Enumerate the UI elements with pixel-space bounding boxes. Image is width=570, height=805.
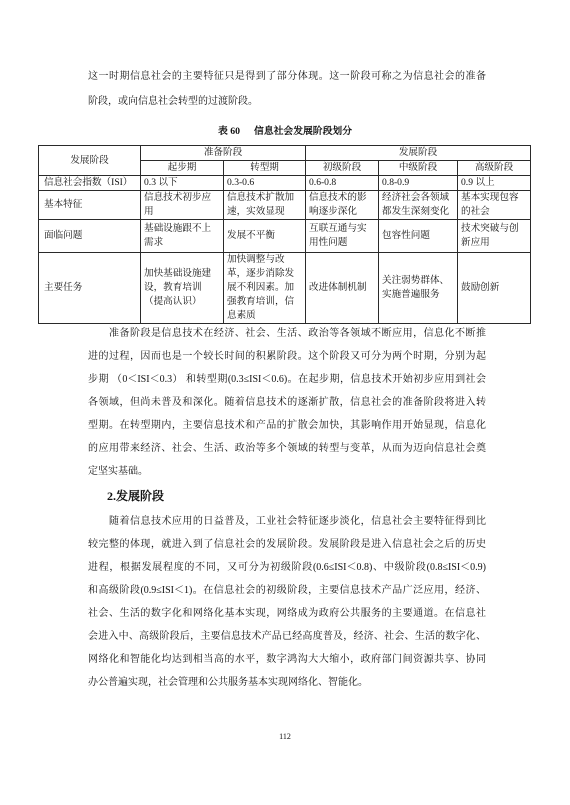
- table-cell: 改进体制机制: [306, 253, 379, 324]
- row-label-features: 基本特征: [39, 191, 141, 220]
- paragraph-line: 和高级阶段(0.9≤ISI＜1)。在信息社会的初级阶段，主要信息技术产品广泛应用，经济、: [88, 585, 486, 596]
- table-caption: [0, 124, 570, 140]
- table-cell: 0.3-0.6: [224, 176, 306, 191]
- section-heading: 2.发展阶段: [107, 489, 165, 503]
- table-number: 表 60: [217, 126, 241, 137]
- paragraph-line: 的应用带来经济、社会、生活、政治等多个领域的转型与变革，从而为迈向信息社会奠: [88, 443, 486, 454]
- intro-paragraph: [88, 64, 486, 114]
- table-row: [39, 176, 531, 191]
- table-cell: 0.9 以上: [458, 176, 531, 191]
- paragraph-line: 较完整的体现，就进入到了信息社会的发展阶段。发展阶段是进入信息社会之后的历史: [88, 539, 486, 550]
- paragraph-line: 步期 （0＜ISI＜0.3） 和转型期(0.3≤ISI＜0.6)。在起步期，信息技术开始初步应用到社会: [88, 374, 486, 385]
- group-header-development: 发展阶段: [306, 146, 531, 161]
- table-cell: 基本实现包容的社会: [458, 191, 531, 220]
- corner-header: 发展阶段: [39, 146, 141, 176]
- table-cell: 经济社会各领域都发生深刻变化: [379, 191, 458, 220]
- table-cell: 发展不平衡: [224, 220, 306, 253]
- table-row: [39, 253, 531, 324]
- table-cell: 互联互通与实用性问题: [306, 220, 379, 253]
- table-cell: 加快基础设施建设，教育培训（提高认识）: [141, 253, 224, 324]
- table-cell: 0.8-0.9: [379, 176, 458, 191]
- table-cell: 包容性问题: [379, 220, 458, 253]
- column-header-intermediate: 中级阶段: [379, 161, 458, 176]
- column-header-advanced: 高级阶段: [458, 161, 531, 176]
- page-number: 112: [279, 732, 291, 741]
- table-row: [39, 191, 531, 220]
- paragraph-line: 进的过程，因而也是一个较长时间的积累阶段。这个阶段又可分为两个时期，分别为起: [88, 351, 486, 362]
- column-header-transition: 转型期: [224, 161, 306, 176]
- paragraph-line: 型期。在转型期内，主要信息技术和产品的扩散会加快，其影响作用开始显现，信息化: [88, 420, 486, 431]
- table-cell: 技术突破与创新应用: [458, 220, 531, 253]
- table-cell: 信息技术的影响逐步深化: [306, 191, 379, 220]
- row-label-tasks: 主要任务: [39, 253, 141, 324]
- table-cell: 基础设施跟不上需求: [141, 220, 224, 253]
- preparation-paragraph: [88, 322, 486, 483]
- development-paragraph: [88, 510, 486, 694]
- paragraph-line: 准备阶段是信息技术在经济、社会、生活、政治等各领域不断应用，信息化不断推: [109, 328, 486, 339]
- paragraph-line: 网络化和智能化均达到相当高的水平，数字鸿沟大大缩小，政府部门间资源共享、协同: [88, 654, 486, 665]
- table-cell: 关注弱势群体、实施普遍服务: [379, 253, 458, 324]
- row-label-problems: 面临问题: [39, 220, 141, 253]
- column-header-startup: 起步期: [141, 161, 224, 176]
- table-cell: 信息技术初步应用: [141, 191, 224, 220]
- paragraph-line: 这一时期信息社会的主要特征只是得到了部分体现。这一阶段可称之为信息社会的准备: [88, 71, 486, 82]
- table-cell: 0.6-0.8: [306, 176, 379, 191]
- row-label-isi: 信息社会指数（ISI）: [39, 176, 141, 191]
- table-cell: 加快调整与改革，逐步消除发展不利因素。加强教育培训，信息素质: [224, 253, 306, 324]
- table-cell: 0.3 以下: [141, 176, 224, 191]
- paragraph-line: 社会、生活的数字化和网络化基本实现，网络成为政府公共服务的主要通道。在信息社: [88, 608, 486, 619]
- table-header-row: [39, 146, 531, 161]
- stage-table: [38, 145, 531, 324]
- table-cell: 鼓励创新: [458, 253, 531, 324]
- paragraph-line: 办公普遍实现，社会管理和公共服务基本实现网络化、智能化。: [88, 677, 368, 688]
- table-title: 信息社会发展阶段划分: [254, 126, 352, 137]
- table-row: [39, 220, 531, 253]
- paragraph-line: 各领域，但尚未普及和深化。随着信息技术的逐渐扩散，信息社会的准备阶段将进入转: [88, 397, 486, 408]
- table-cell: 信息技术扩散加速，实效显现: [224, 191, 306, 220]
- paragraph-line: 随着信息技术应用的日益普及，工业社会特征逐步淡化，信息社会主要特征得到比: [109, 516, 486, 527]
- paragraph-line: 定坚实基础。: [88, 466, 148, 477]
- column-header-primary: 初级阶段: [306, 161, 379, 176]
- paragraph-line: 会进入中、高级阶段后，主要信息技术产品已经高度普及，经济、社会、生活的数字化、: [88, 631, 486, 642]
- paragraph-line: 阶段，或向信息社会转型的过渡阶段。: [88, 96, 258, 107]
- group-header-preparation: 准备阶段: [141, 146, 306, 161]
- paragraph-line: 进程，根据发展程度的不同，又可分为初级阶段(0.6≤ISI＜0.8)、中级阶段(0.8≤ISI＜0.9): [88, 562, 486, 573]
